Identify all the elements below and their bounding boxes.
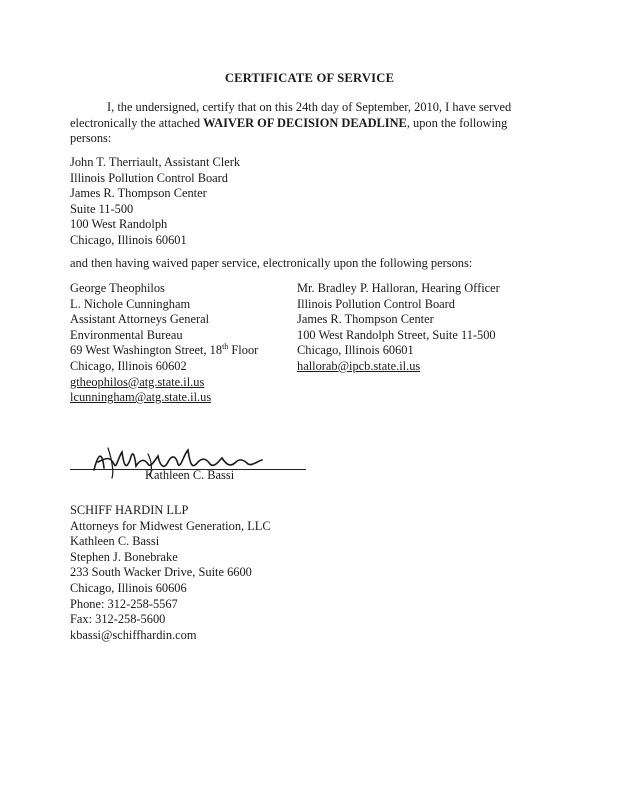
clerk-line: Suite 11-500 bbox=[70, 201, 134, 216]
firm-line: 233 South Wacker Drive, Suite 6600 bbox=[70, 565, 252, 580]
recipient-right-line: Chicago, Illinois 60601 bbox=[297, 343, 414, 358]
firm-line: Fax: 312-258-5600 bbox=[70, 612, 166, 627]
certification-text: I, the undersigned, certify that on this 24th day of September, 2010, I have served electronically the attached bbox=[70, 100, 512, 130]
email-link[interactable]: hallorab@ipcb.state.il.us bbox=[297, 358, 421, 373]
clerk-line: James R. Thompson Center bbox=[70, 186, 207, 201]
firm-email[interactable]: kbassi@schiffhardin.com bbox=[70, 627, 197, 642]
recipient-left-line: Assistant Attorneys General bbox=[70, 312, 210, 327]
firm-line: SCHIFF HARDIN LLP bbox=[70, 503, 189, 517]
recipient-left-line: Environmental Bureau bbox=[70, 327, 183, 342]
email-link[interactable]: gtheophilos@atg.state.il.us bbox=[70, 374, 205, 389]
recipient-left-city: Chicago, Illinois 60602 bbox=[70, 358, 187, 373]
waived-service-text: and then having waived paper service, electronically upon the following persons: bbox=[70, 256, 473, 270]
document-name: WAIVER OF DECISION DEADLINE bbox=[203, 115, 407, 130]
recipient-right-line: Mr. Bradley P. Halloran, Hearing Officer bbox=[297, 281, 500, 295]
clerk-line: 100 West Randolph bbox=[70, 217, 168, 232]
recipient-right-block bbox=[297, 281, 500, 375]
recipient-right-line: 100 West Randolph Street, Suite 11-500 bbox=[297, 327, 496, 342]
clerk-line: Illinois Pollution Control Board bbox=[70, 170, 228, 185]
firm-line: Phone: 312-258-5567 bbox=[70, 596, 178, 611]
certification-text-end: , upon the following persons: bbox=[70, 115, 508, 146]
recipient-left-line: L. Nichole Cunningham bbox=[70, 296, 191, 311]
recipient-left-line: George Theophilos bbox=[70, 281, 165, 295]
firm-line: Attorneys for Midwest Generation, LLC bbox=[70, 518, 271, 533]
email-link[interactable]: lcunningham@atg.state.il.us bbox=[70, 390, 212, 405]
firm-address-block bbox=[70, 503, 271, 643]
page-title: CERTIFICATE OF SERVICE bbox=[224, 71, 395, 85]
clerk-line: John T. Therriault, Assistant Clerk bbox=[70, 155, 241, 169]
firm-line: Kathleen C. Bassi bbox=[70, 534, 160, 549]
certification-paragraph bbox=[70, 100, 540, 147]
recipient-right-line: James R. Thompson Center bbox=[297, 312, 434, 327]
recipient-left-street: 69 West Washington Street, 18th Floor bbox=[70, 342, 259, 358]
recipient-right-line: Illinois Pollution Control Board bbox=[297, 296, 455, 311]
firm-line: Chicago, Illinois 60606 bbox=[70, 580, 187, 595]
clerk-line: Chicago, Illinois 60601 bbox=[70, 232, 187, 247]
signer-name: Kathleen C. Bassi bbox=[145, 468, 235, 482]
clerk-address-block bbox=[70, 155, 240, 249]
firm-line: Stephen J. Bonebrake bbox=[70, 549, 178, 564]
recipient-left-block bbox=[70, 281, 258, 406]
